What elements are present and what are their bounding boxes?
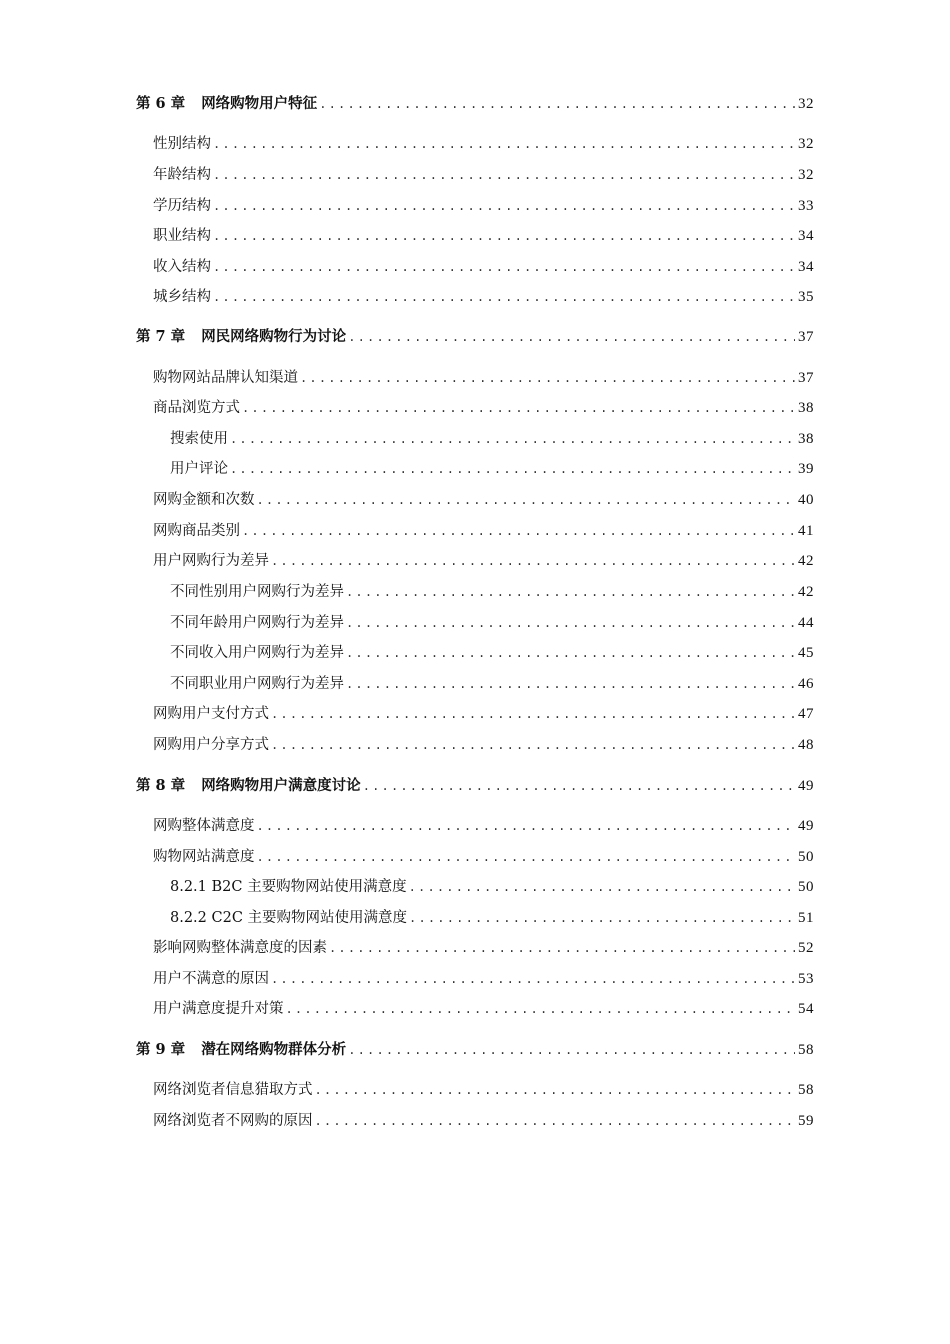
toc-entry-title (153, 397, 240, 419)
dot-leader (213, 286, 795, 308)
dot-leader (213, 164, 795, 186)
dot-leader (319, 93, 795, 115)
page-number: 58 (798, 1082, 814, 1098)
dot-leader (213, 195, 795, 217)
page-number: 37 (798, 370, 814, 386)
entry-title-text: 年龄结构 (153, 167, 211, 183)
page-number: 34 (798, 259, 814, 275)
toc-entry[interactable] (153, 520, 814, 542)
page-number: 44 (798, 615, 814, 631)
toc-entry-title (153, 520, 240, 542)
entry-title-text: 网购整体满意度 (153, 818, 255, 834)
toc-chapter-entry[interactable] (136, 326, 814, 348)
entry-title-text: 不同年龄用户网购行为差异 (170, 615, 344, 631)
page-number: 49 (798, 778, 814, 794)
toc-entry[interactable] (153, 968, 814, 990)
entry-title-text: 8.2.1 B2C 主要购物网站使用满意度 (170, 879, 407, 895)
chapter-number: 第 6 章 (136, 95, 186, 112)
toc-entry[interactable] (153, 703, 814, 725)
dot-leader (346, 673, 795, 695)
toc-entry-title (170, 458, 228, 480)
entry-title-text: 8.2.2 C2C 主要购物网站使用满意度 (170, 910, 408, 926)
toc-entry[interactable] (170, 428, 814, 450)
toc-entry-title (153, 846, 255, 868)
page-number: 47 (798, 706, 814, 722)
entry-title-text: 不同收入用户网购行为差异 (170, 645, 344, 661)
entry-title-text: 搜索使用 (170, 431, 228, 447)
toc-chapter-entry[interactable] (136, 775, 814, 797)
page-number: 53 (798, 971, 814, 987)
page-number: 45 (798, 645, 814, 661)
chapter-number: 第 7 章 (136, 328, 186, 345)
toc-entry-title (170, 642, 344, 664)
toc-entry-title (153, 133, 211, 155)
entry-title-text: 网络浏览者信息猎取方式 (153, 1082, 313, 1098)
toc-entry-title (136, 1039, 346, 1061)
dot-leader (271, 734, 795, 756)
page-number: 38 (798, 431, 814, 447)
page-number: 49 (798, 818, 814, 834)
toc-entry-title (153, 1079, 313, 1101)
toc-entry-title (153, 968, 269, 990)
page-number: 42 (798, 553, 814, 569)
dot-leader (257, 815, 796, 837)
entry-title-text: 职业结构 (153, 228, 211, 244)
chapter-number: 第 8 章 (136, 777, 186, 794)
toc-entry-title (136, 93, 317, 115)
entry-title-text: 不同性别用户网购行为差异 (170, 584, 344, 600)
toc-entry-title (170, 907, 407, 929)
entry-title-text: 网络购物用户特征 (201, 95, 318, 112)
entry-title-text: 网购商品类别 (153, 523, 240, 539)
dot-leader (271, 550, 795, 572)
page-number: 50 (798, 849, 814, 865)
entry-title-text: 用户网购行为差异 (153, 553, 269, 569)
toc-entry[interactable] (170, 876, 814, 898)
dot-leader (271, 703, 795, 725)
page-number: 38 (798, 400, 814, 416)
toc-entry[interactable] (153, 1110, 814, 1132)
entry-title-text: 网购用户分享方式 (153, 737, 269, 753)
toc-entry[interactable] (153, 489, 814, 511)
entry-title-text: 城乡结构 (153, 289, 211, 305)
toc-entry-title (153, 164, 211, 186)
entry-title-text: 用户不满意的原因 (153, 971, 269, 987)
toc-entry-title (136, 775, 361, 797)
dot-leader (300, 367, 795, 389)
entry-title-text: 网络购物用户满意度讨论 (201, 777, 361, 794)
toc-entry[interactable] (153, 734, 814, 756)
dot-leader (315, 1079, 796, 1101)
toc-entry[interactable] (153, 998, 814, 1020)
page-number: 40 (798, 492, 814, 508)
entry-title-text: 学历结构 (153, 198, 211, 214)
dot-leader (346, 581, 795, 603)
page-number: 37 (798, 329, 814, 345)
toc-entry[interactable] (170, 612, 814, 634)
entry-title-text: 收入结构 (153, 259, 211, 275)
toc-entry-title (153, 489, 255, 511)
toc-entry-title (153, 998, 284, 1020)
dot-leader (409, 907, 795, 929)
entry-title-text: 性别结构 (153, 136, 211, 152)
entry-title-text: 影响网购整体满意度的因素 (153, 940, 327, 956)
dot-leader (363, 775, 795, 797)
dot-leader (242, 397, 795, 419)
page-number: 51 (798, 910, 814, 926)
dot-leader (271, 968, 795, 990)
entry-title-text: 用户评论 (170, 461, 228, 477)
toc-entry[interactable] (153, 195, 814, 217)
page-number: 50 (798, 879, 814, 895)
toc-entry[interactable] (170, 458, 814, 480)
toc-entry[interactable] (153, 286, 814, 308)
entry-title-text: 网络浏览者不网购的原因 (153, 1113, 313, 1129)
toc-entry[interactable] (153, 164, 814, 186)
dot-leader (230, 428, 795, 450)
page-number: 39 (798, 461, 814, 477)
page-number: 52 (798, 940, 814, 956)
toc-entry-title (153, 734, 269, 756)
entry-title-text: 购物网站品牌认知渠道 (153, 370, 298, 386)
toc-entry[interactable] (153, 937, 814, 959)
dot-leader (213, 256, 795, 278)
toc-entry[interactable] (153, 133, 814, 155)
page-number: 48 (798, 737, 814, 753)
entry-title-text: 购物网站满意度 (153, 849, 255, 865)
dot-leader (409, 876, 795, 898)
toc-entry[interactable] (153, 846, 814, 868)
toc-entry-title (170, 428, 228, 450)
page-number: 42 (798, 584, 814, 600)
dot-leader (346, 612, 795, 634)
toc-entry-title (153, 937, 327, 959)
entry-title-text: 网购金额和次数 (153, 492, 255, 508)
page-number: 59 (798, 1113, 814, 1129)
toc-entry-title (153, 225, 211, 247)
toc-entry[interactable] (153, 1079, 814, 1101)
toc-chapter-entry[interactable] (136, 1039, 814, 1061)
toc-entry-title (170, 876, 407, 898)
page-number: 32 (798, 167, 814, 183)
entry-title-text: 用户满意度提升对策 (153, 1001, 284, 1017)
dot-leader (213, 225, 795, 247)
page-number: 34 (798, 228, 814, 244)
toc-entry-title (153, 367, 298, 389)
toc-entry[interactable] (170, 907, 814, 929)
toc-entry-title (153, 256, 211, 278)
dot-leader (286, 998, 796, 1020)
dot-leader (257, 489, 796, 511)
page-number: 54 (798, 1001, 814, 1017)
entry-title-text: 商品浏览方式 (153, 400, 240, 416)
toc-entry-title (153, 815, 255, 837)
toc-entry-title (153, 195, 211, 217)
dot-leader (242, 520, 795, 542)
entry-title-text: 不同职业用户网购行为差异 (170, 676, 344, 692)
toc-chapter-entry[interactable] (136, 93, 814, 115)
toc-entry-title (153, 286, 211, 308)
page-number: 33 (798, 198, 814, 214)
toc-entry[interactable] (170, 581, 814, 603)
page-number: 35 (798, 289, 814, 305)
dot-leader (348, 1039, 795, 1061)
entry-title-text: 网民网络购物行为讨论 (201, 328, 347, 345)
toc-entry-title (153, 703, 269, 725)
toc-entry[interactable] (153, 815, 814, 837)
entry-title-text: 潜在网络购物群体分析 (201, 1041, 347, 1058)
entry-title-text: 网购用户支付方式 (153, 706, 269, 722)
page-number: 32 (798, 96, 814, 112)
dot-leader (348, 326, 795, 348)
chapter-number: 第 9 章 (136, 1041, 186, 1058)
page-number: 46 (798, 676, 814, 692)
dot-leader (329, 937, 795, 959)
dot-leader (230, 458, 795, 480)
toc-entry[interactable] (153, 225, 814, 247)
dot-leader (257, 846, 796, 868)
toc-entry-title (153, 550, 269, 572)
toc-entry[interactable] (153, 550, 814, 572)
toc-entry-title (170, 673, 344, 695)
toc-entry[interactable] (153, 367, 814, 389)
toc-entry[interactable] (170, 673, 814, 695)
dot-leader (315, 1110, 796, 1132)
toc-entry-title (153, 1110, 313, 1132)
page-number: 32 (798, 136, 814, 152)
dot-leader (346, 642, 795, 664)
toc-entry[interactable] (153, 256, 814, 278)
page-number: 41 (798, 523, 814, 539)
toc-entry-title (170, 612, 344, 634)
toc-entry[interactable] (153, 397, 814, 419)
page-number: 58 (798, 1042, 814, 1058)
dot-leader (213, 133, 795, 155)
toc-entry-title (170, 581, 344, 603)
toc-entry-title (136, 326, 346, 348)
toc-entry[interactable] (170, 642, 814, 664)
